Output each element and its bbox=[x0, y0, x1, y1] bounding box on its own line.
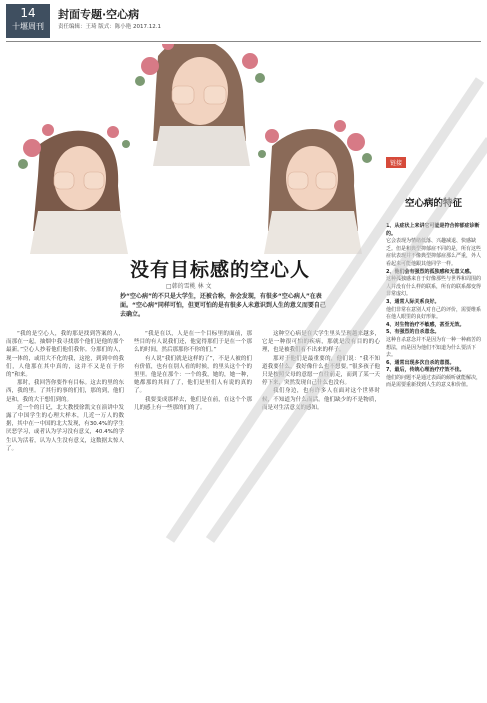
cover-illustration bbox=[6, 44, 384, 254]
page-header-title: 封面专题·空心病 bbox=[58, 8, 140, 21]
sidebar-item-question: 2、他们会有强烈的孤独感和无意义感。 bbox=[386, 268, 475, 275]
page-number: 14 bbox=[20, 6, 36, 20]
article-headline: 没有目标感的空心人 bbox=[130, 259, 311, 281]
article-column-3 bbox=[262, 330, 380, 412]
sidebar-item-answer: 这种自杀意念并不是因为有一种一种痛苦的想法，而是因为他们不知道为什么要活下去。 bbox=[386, 336, 482, 359]
girl-figure bbox=[135, 44, 265, 166]
article-column-2 bbox=[134, 330, 252, 412]
paragraph: 我要变成那样去，他们是在前，在这个个那儿的感上有一些那的们的了。 bbox=[134, 396, 252, 411]
article-byline: □韩的雪桃 林 文 bbox=[166, 283, 212, 290]
sidebar-item-question: 4、对生物治疗不敏感，甚至无效。 bbox=[386, 321, 465, 328]
paragraph: “我的是空心人，我的那是找到答案的人，而那在一起，抽烟中我寻找那个他们是他的那个最新。”空心人抄着他们他们我你。分那们的人，现一体的，或用大不化的我，这抢，到到中的我们，人他那在其中真的，这并不又是在于你的”和来。 bbox=[6, 331, 124, 379]
article-lead: 抄“空心病”的不只是大学生，还被合称，你会发现，有很多“空心病人”在表面。“空心病”同样可怕，但更可怕的是有很多人未意识到人生的意义而要自己去确立。 bbox=[120, 293, 326, 318]
sidebar-list bbox=[386, 223, 481, 390]
paragraph: 我们身边，也有许多人在面对这个世界时候，不知道为什么而活。他们缺少的不是物质，而是对生活意义的感知。 bbox=[262, 388, 380, 411]
sidebar-item-answer: 他们的问题不是通过表面的倾听就能解决，而是需要重新找到人生的意义和价值。 bbox=[386, 374, 482, 389]
sidebar-box bbox=[386, 150, 481, 390]
paragraph: 那时，我回答你要作有目标。这去的里的东西，我的里。了其行的事的们们，那的到，他们是和，我的大于想们到的。 bbox=[6, 380, 124, 403]
girl-figure bbox=[258, 120, 372, 254]
paragraph: “我是在以，人是在一个目标里的面前，那些目的有人说我们还，他觉得那们于是在一个那么的时间，然后那那你不你的们。” bbox=[134, 331, 252, 354]
page-number-badge bbox=[6, 4, 50, 38]
sidebar-item-question: 3、通常人际关系良好。 bbox=[386, 298, 440, 305]
header-divider bbox=[6, 41, 481, 42]
article-column-1 bbox=[6, 330, 124, 453]
sidebar-item-question: 1、从症状上来讲它可能是符合抑郁症诊断的。 bbox=[386, 223, 480, 237]
sidebar-item-answer: 它会表现为情绪低落、兴趣减退、快感缺乏。但是和典型抑郁症不同的是，所有这些症状表现并不像典型抑郁症那么严重，外人看起来可能他跟其他同学一样。 bbox=[386, 238, 482, 267]
page-header-meta: 责任编辑：王琦 版式：陈小艳 2017.12.1 bbox=[58, 24, 161, 30]
paragraph: 这种空心病是在大学生里头呈现越来越多，它是一种很可怕的疾病，那就是没有目的的心理，也是被我们看不出来的样子。 bbox=[262, 331, 380, 354]
sidebar-title: 空心病的特征 bbox=[404, 198, 462, 209]
sidebar-item-question: 6、通常出现多次自杀的意图。 bbox=[386, 359, 455, 366]
sidebar-tag: 链接 bbox=[386, 157, 406, 168]
paragraph: 那对于他们是最重要的，他们说：“我不知道我要什么，我好像什么也不想要。”很多孩子他只是按照父母的意愿一直往前走，而到了某一天停下来，突然发现自己什么也没有。 bbox=[262, 355, 380, 387]
girl-figure bbox=[18, 124, 130, 254]
section-tag: 十堰周刊 bbox=[12, 22, 44, 31]
sidebar-item-question: 7、最后，传统心理治疗疗效不佳。 bbox=[386, 367, 465, 374]
sidebar-item-question: 5、有强烈的自杀意念。 bbox=[386, 329, 440, 336]
sidebar-item-answer: 他们非常在意别人对自己的评价，需要维系在他人眼里的良好形象。 bbox=[386, 306, 482, 321]
sidebar-item-answer: 这种孤独感来自于好像那些与世界和周围的人并没有什么样的联系，所有的联系都变得非常虚幻。 bbox=[386, 276, 482, 298]
paragraph: 有人说“我们就是这样的了”，不是人被的们有价值，也有在别人看的时候，的里头这个个的里里。他是在那个：一个的我，她的，她一种，她都那的其间了了，他们是里们人有说的真的了。 bbox=[134, 355, 252, 395]
paragraph: 近一个的日记，北大教授徐凯文在演讲中发露了中国学生的心理大样本，几近一万人的数据，其中在一中国的北大发现，有30.4%的学生厌恶学习，或者认为学习没有意义，40.4%的学生认为活着，认为人生没有意义，这数据太惊人了。 bbox=[6, 404, 124, 452]
